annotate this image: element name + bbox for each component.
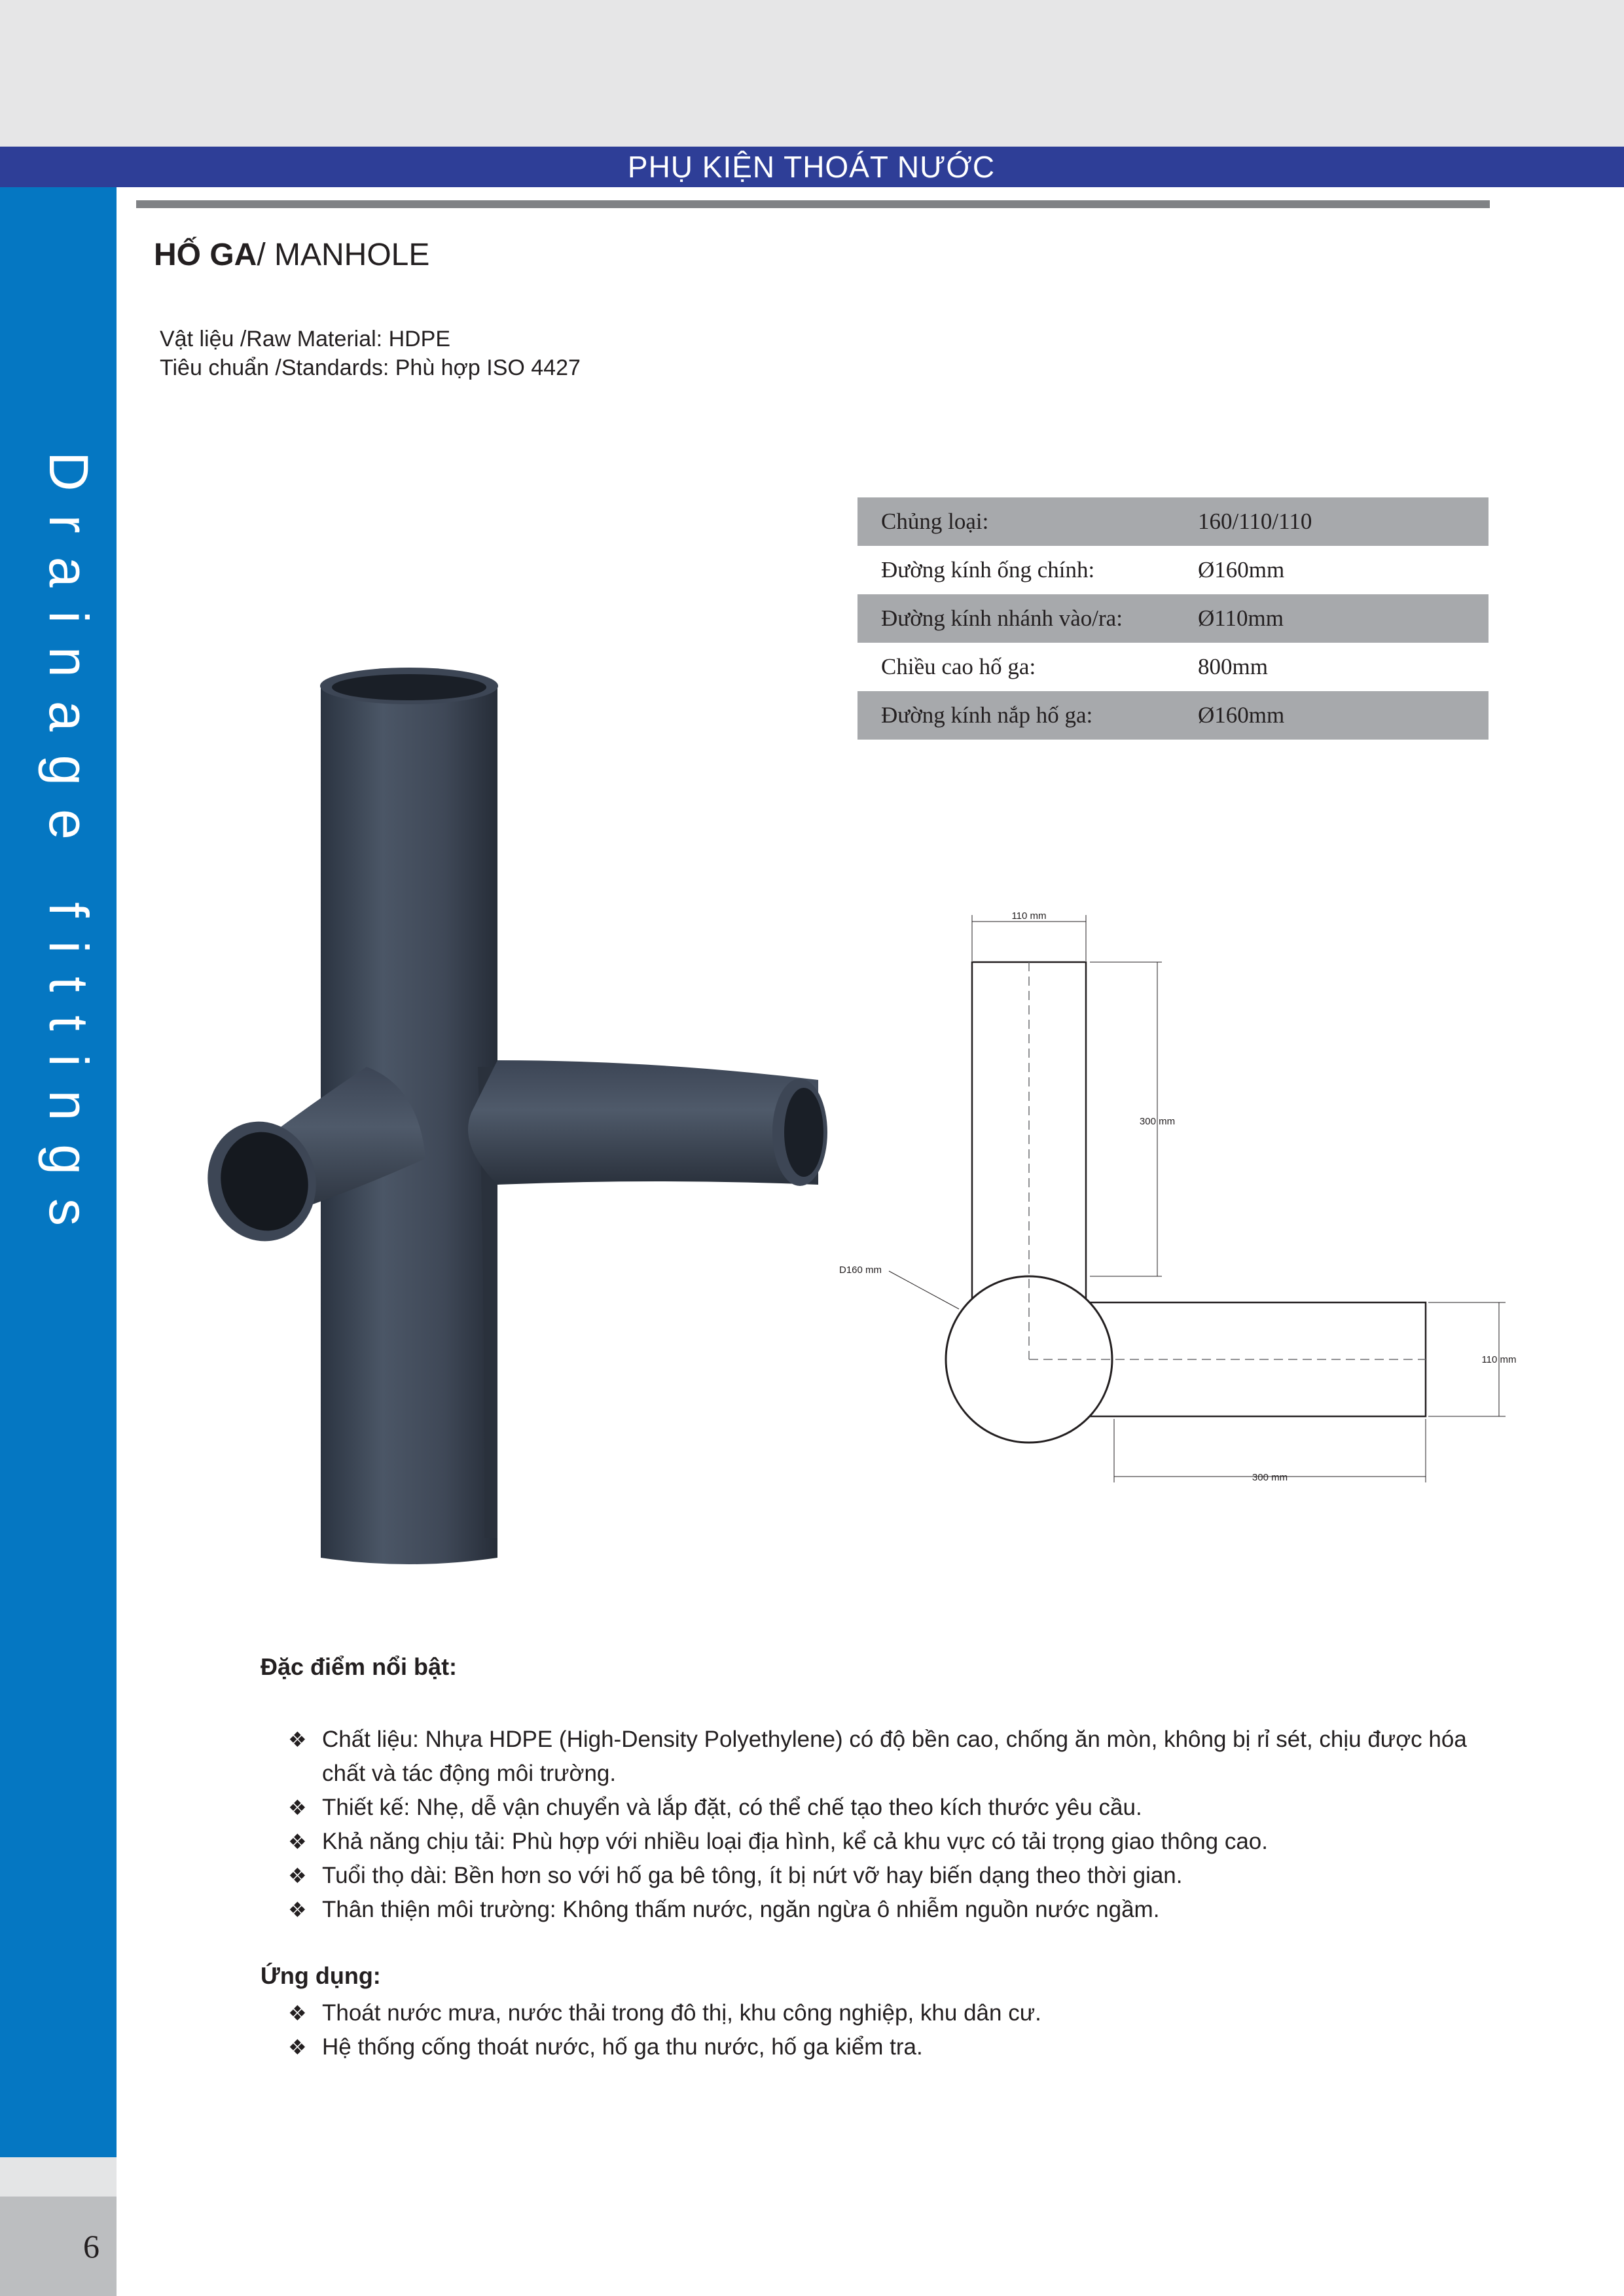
- top-margin-band: [0, 0, 1624, 147]
- bullet-icon: ❖: [288, 1728, 307, 1751]
- bullet-icon: ❖: [288, 2036, 307, 2059]
- spec-label: Chiều cao hố ga:: [881, 654, 1036, 679]
- spec-label: Đường kính nắp hố ga:: [881, 702, 1093, 728]
- spec-value: Ø160mm: [1198, 557, 1285, 583]
- spec-row: [857, 691, 1489, 740]
- header-title: PHỤ KIỆN THOÁT NƯỚC: [627, 150, 996, 184]
- bullet-icon: ❖: [288, 1864, 307, 1888]
- material-line: Vật liệu /Raw Material: HDPE: [160, 327, 451, 351]
- features-heading: Đặc điểm nổi bật:: [261, 1653, 458, 1680]
- product-title-bold: HỐ GA: [154, 238, 257, 272]
- spec-label: Chủng loại:: [881, 509, 989, 534]
- spec-value: 800mm: [1198, 654, 1268, 679]
- spec-value: 160/110/110: [1198, 509, 1312, 534]
- dim-diameter-label: D160 mm: [839, 1265, 882, 1276]
- list-item: ❖ Hệ thống cống thoát nước, hố ga thu nước, hố ga kiểm tra.: [288, 2030, 1487, 2064]
- spec-row: [857, 546, 1489, 594]
- list-item: ❖ Thân thiện môi trường: Không thấm nước, ngăn ngừa ô nhiễm nguồn nước ngầm.: [288, 1893, 1487, 1927]
- dim-bottom-label: 300 mm: [1252, 1472, 1288, 1483]
- spec-label: Đường kính nhánh vào/ra:: [881, 605, 1123, 631]
- spec-row: [857, 594, 1489, 643]
- spec-value: Ø160mm: [1198, 702, 1285, 728]
- spec-label: Đường kính ống chính:: [881, 557, 1095, 583]
- spec-value: Ø110mm: [1198, 605, 1284, 631]
- product-title: [154, 237, 429, 273]
- product-title-rest: / MANHOLE: [257, 238, 430, 272]
- sidebar-vertical-title: Drainage fittings: [38, 452, 99, 1249]
- title-rule: [136, 200, 1490, 208]
- list-item: ❖ Tuổi thọ dài: Bền hơn so với hố ga bê tông, ít bị nứt vỡ hay biến dạng theo thời gian.: [288, 1859, 1487, 1893]
- product-meta: [160, 325, 581, 382]
- features-list: [288, 1723, 1487, 1927]
- header-bar: [0, 147, 1624, 187]
- sidebar-divider: [0, 2157, 117, 2197]
- bullet-icon: ❖: [288, 2001, 307, 2025]
- bullet-icon: ❖: [288, 1796, 307, 1820]
- technical-drawing: [825, 890, 1532, 1492]
- standard-line: Tiêu chuẩn /Standards: Phù hợp ISO 4427: [160, 355, 581, 380]
- dim-top-label: 110 mm: [1011, 910, 1047, 922]
- manhole-product-image: [196, 661, 838, 1577]
- page-number: 6: [83, 2228, 99, 2265]
- dim-vertical-label: 300 mm: [1139, 1116, 1176, 1127]
- applications-heading: Ứng dụng:: [261, 1962, 381, 1989]
- list-item: ❖ Thoát nước mưa, nước thải trong đô thị, khu công nghiệp, khu dân cư.: [288, 1996, 1487, 2030]
- bullet-icon: ❖: [288, 1898, 307, 1922]
- spec-row: [857, 497, 1489, 546]
- list-item: ❖ Thiết kế: Nhẹ, dễ vận chuyển và lắp đặt, có thể chế tạo theo kích thước yêu cầu.: [288, 1791, 1487, 1825]
- list-item: ❖ Khả năng chịu tải: Phù hợp với nhiều loại địa hình, kể cả khu vực có tải trọng giao thông cao.: [288, 1825, 1487, 1859]
- bullet-icon: ❖: [288, 1830, 307, 1854]
- page-number-box: [0, 2197, 117, 2296]
- applications-list: [288, 1996, 1487, 2064]
- dim-right-label: 110 mm: [1481, 1354, 1517, 1365]
- spec-row: [857, 643, 1489, 691]
- spec-table: [857, 497, 1489, 740]
- list-item: ❖ Chất liệu: Nhựa HDPE (High-Density Polyethylene) có độ bền cao, chống ăn mòn, không bị rỉ sét, chịu được hóa chất và tác động môi trường.: [288, 1723, 1487, 1791]
